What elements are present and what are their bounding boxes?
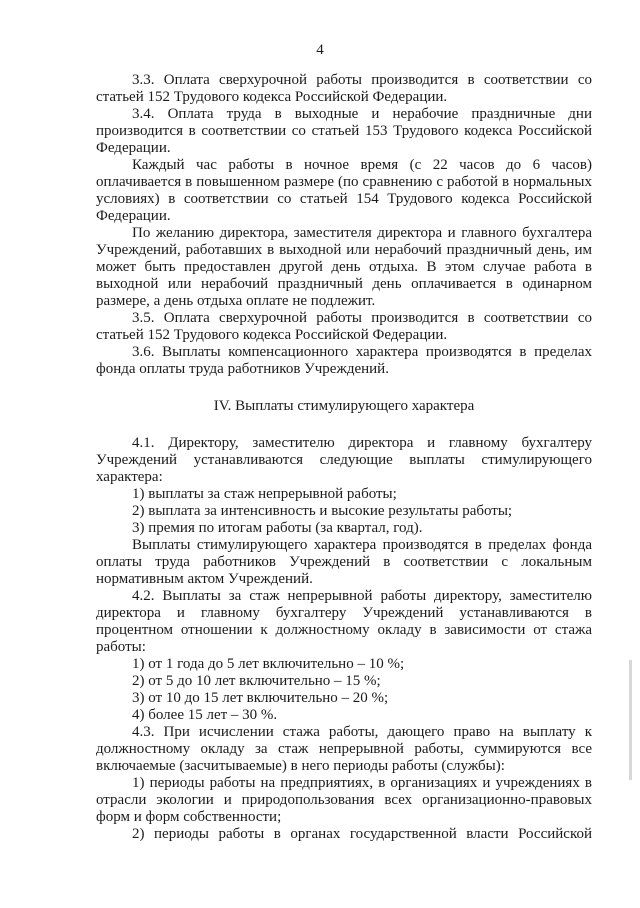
text-line: Федерации. <box>96 140 171 156</box>
section-heading: IV. Выплаты стимулирующего характера <box>213 398 475 414</box>
text-line: 3.4. Оплата труда в выходные и нерабочие праздничные дни <box>132 106 592 122</box>
list-item: 4) более 15 лет – 30 %. <box>132 707 278 723</box>
text-line: оплачивается в повышенном размере (по сравнению с работой в нормальных <box>96 174 592 190</box>
text-line: выходной или нерабочий праздничный день оплачивается в одинарном <box>96 276 592 292</box>
text-line: форм и форм собственности; <box>96 809 282 825</box>
text-line: Выплаты стимулирующего характера производятся в пределах фонда <box>132 537 592 553</box>
text-line: включаемые (засчитываемые) в него периоды работы (службы): <box>96 758 505 774</box>
text-line: Учреждений, работавших в выходной или нерабочий праздничный день, им <box>96 242 592 258</box>
text-line: Федерации. <box>96 208 171 224</box>
list-item: 2) выплата за интенсивность и высокие результаты работы; <box>132 503 513 519</box>
text-line: Учреждений устанавливаются следующие выплаты стимулирующего <box>96 452 592 468</box>
text-line: размере, а день отдыха оплате не подлежит. <box>96 293 376 309</box>
text-line: 4.2. Выплаты за стаж непрерывной работы директору, заместителю <box>132 588 592 604</box>
list-item: 1) периоды работы на предприятиях, в организациях и учреждениях в <box>132 775 592 791</box>
text-line: отрасли экологии и природопользования всех организационно-правовых <box>96 792 592 808</box>
text-line: Каждый час работы в ночное время (с 22 часов до 6 часов) <box>132 157 592 173</box>
list-item: 3) от 10 до 15 лет включительно – 20 %; <box>132 690 389 706</box>
text-line: нормативным актом Учреждений. <box>96 571 313 587</box>
scan-edge-shadow <box>629 660 632 780</box>
page-number: 4 <box>316 42 324 58</box>
list-item: 2) от 5 до 10 лет включительно – 15 %; <box>132 673 381 689</box>
text-line: работы: <box>96 639 146 655</box>
document-body <box>96 72 592 843</box>
text-line: характера: <box>96 469 163 485</box>
text-line: условиях) в соответствии со статьей 154 Трудового кодекса Российской <box>96 191 592 207</box>
text-line: фонда оплаты труда работников Учреждений. <box>96 361 389 377</box>
text-line: 3.6. Выплаты компенсационного характера производятся в пределах <box>132 344 592 360</box>
list-item: 1) от 1 года до 5 лет включительно – 10 %; <box>132 656 405 672</box>
text-line: 3.3. Оплата сверхурочной работы производится в соответствии со <box>132 72 592 88</box>
text-line: процентном отношении к должностному окладу в зависимости от стажа <box>96 622 592 638</box>
list-item: 1) выплаты за стаж непрерывной работы; <box>132 486 397 502</box>
text-line: производится в соответствии со статьей 153 Трудового кодекса Российской <box>96 123 592 139</box>
text-line: оплаты труда работников Учреждений в соответствии с локальным <box>96 554 592 570</box>
text-line: статьей 152 Трудового кодекса Российской Федерации. <box>96 89 448 105</box>
text-line: По желанию директора, заместителя директора и главного бухгалтера <box>132 225 592 241</box>
text-line: директора и главному бухгалтеру Учреждений устанавливаются в <box>96 605 592 621</box>
text-line: должностному окладу за стаж непрерывной работы, суммируются все <box>96 741 592 757</box>
list-item: 2) периоды работы в органах государственной власти Российской <box>132 826 592 842</box>
text-line: 3.5. Оплата сверхурочной работы производится в соответствии со <box>132 310 592 326</box>
text-line: статьей 152 Трудового кодекса Российской Федерации. <box>96 327 448 343</box>
text-line: может быть предоставлен другой день отдыха. В этом случае работа в <box>96 259 592 275</box>
text-line: 4.1. Директору, заместителю директора и главному бухгалтеру <box>132 435 592 451</box>
text-line: 4.3. При исчислении стажа работы, дающего право на выплату к <box>132 724 592 740</box>
list-item: 3) премия по итогам работы (за квартал, год). <box>132 520 423 536</box>
